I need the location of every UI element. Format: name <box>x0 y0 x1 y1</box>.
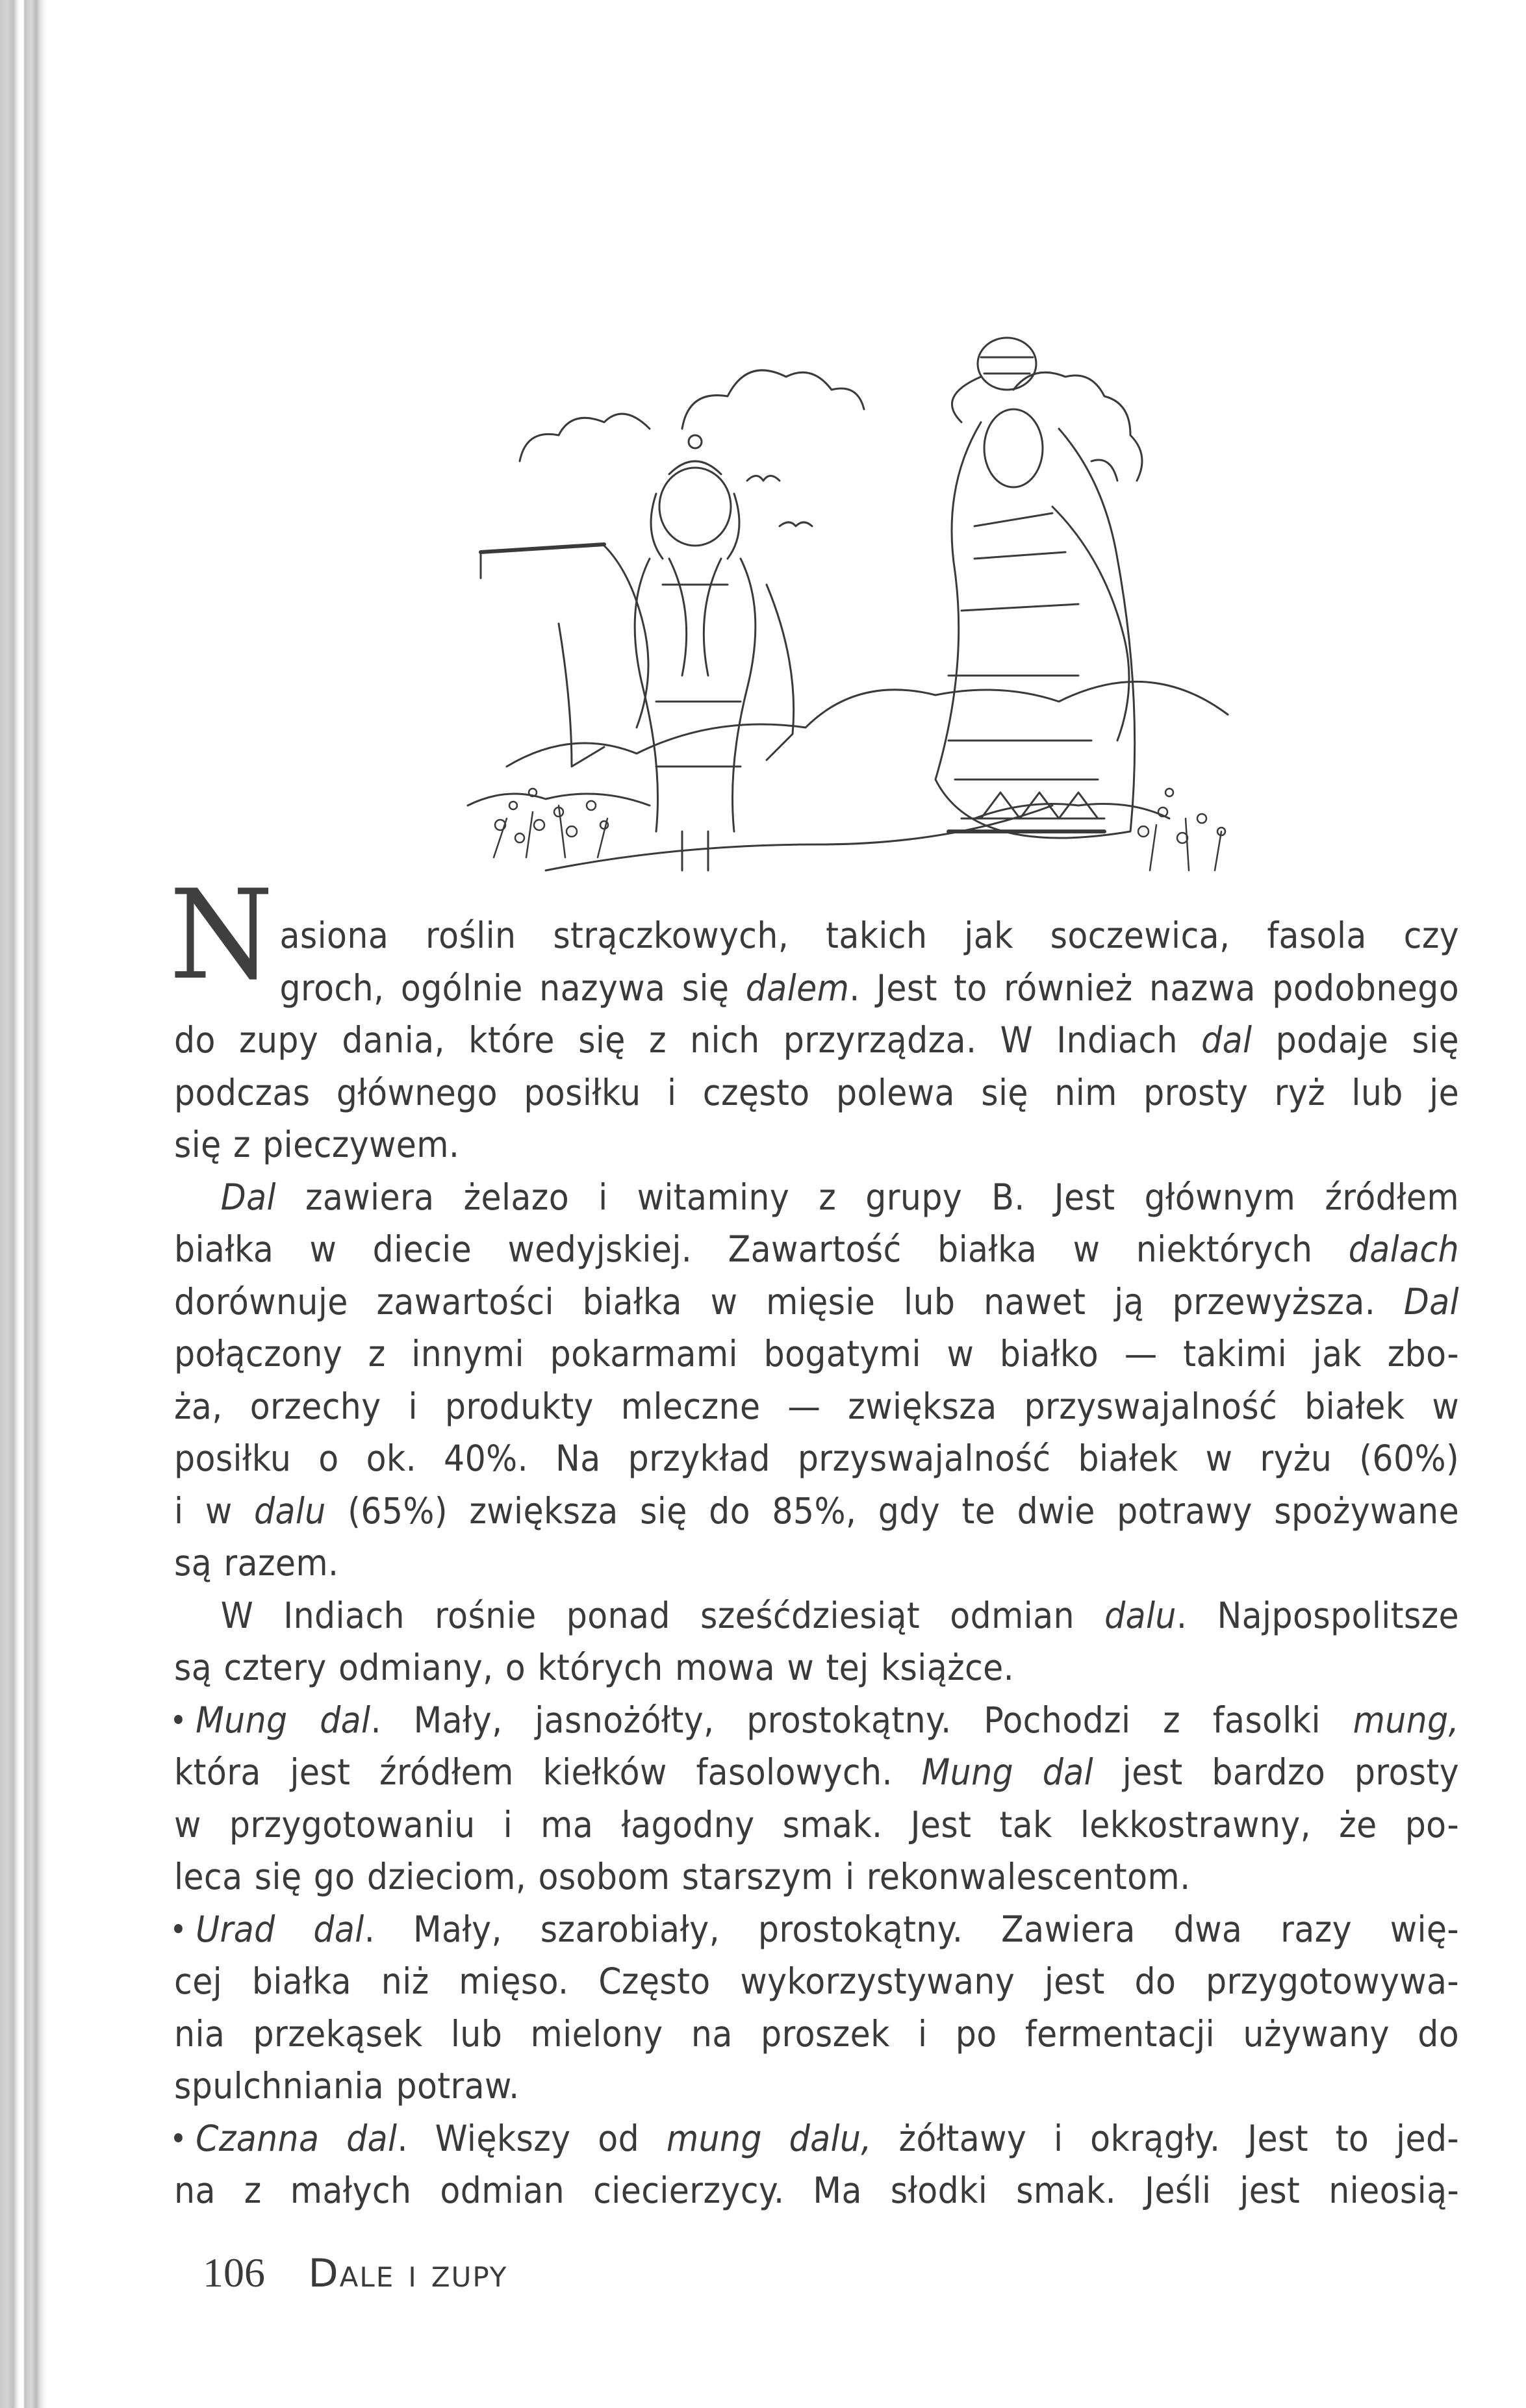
text-line: na z małych odmian ciecierzycy. Ma słodki smak. Jeśli jest nieosią- <box>174 2170 1460 2211</box>
paragraph-intro <box>169 863 1460 1171</box>
text-line: asiona roślin strączkowych, takich jak soczewica, fasola czy <box>279 915 1460 956</box>
paragraph-nutrition <box>174 1171 1459 1590</box>
list-item-urad-dal <box>174 1903 1459 2112</box>
text-line: posiłku o ok. 40%. Na przykład przyswajalność białek w ryżu (60%) <box>174 1438 1460 1479</box>
bullet-icon <box>174 2133 183 2142</box>
text-line: są razem. <box>174 1542 339 1584</box>
bullet-icon <box>174 1924 183 1933</box>
text-line: Dal zawiera żelazo i witaminy z grupy B. Jest głównym źródłem <box>220 1176 1460 1218</box>
text-line: są cztery odmiany, o których mowa w tej książce. <box>174 1647 1015 1688</box>
text-line: groch, ogólnie nazywa się dalem. Jest to również nazwa podobnego <box>279 967 1460 1009</box>
text-line: podczas głównego posiłku i często polewa się nim prosty ryż lub je <box>174 1071 1460 1113</box>
text-line: Mung dal. Mały, jasnożółty, prostokątny. Pochodzi z fasolki mung, <box>174 1694 1459 1747</box>
text-line: która jest źródłem kiełków fasolowych. Mung dal jest bardzo prosty <box>174 1751 1460 1793</box>
text-line: W Indiach rośnie ponad sześćdziesiąt odmian dalu. Najpospolitsze <box>220 1594 1460 1636</box>
book-gutter-shadow <box>0 0 47 2408</box>
page-number: 106 <box>203 2250 265 2296</box>
text-line: i w dalu (65%) zwiększa się do 85%, gdy te dwie potrawy spożywane <box>174 1489 1460 1532</box>
running-footer <box>203 2249 507 2297</box>
text-line: połączony z innymi pokarmami bogatymi w białko — takimi jak zbo- <box>174 1333 1460 1375</box>
text-line: nia przekąsek lub mielony na proszek i po fermentacji używany do <box>174 2012 1460 2055</box>
list-item-czanna-dal <box>174 2112 1459 2217</box>
text-line: spulchniania potraw. <box>174 2065 520 2107</box>
bullet-icon <box>174 1715 183 1724</box>
illustration-krishna-radha-icon <box>442 312 1247 883</box>
list-item-mung-dal <box>174 1694 1459 1903</box>
text-line: ża, orzechy i produkty mleczne — zwiększa przyswajalność białek w <box>174 1385 1460 1427</box>
body-text <box>169 863 1460 2217</box>
text-line: do zupy dania, które się z nich przyrządza. W Indiach dal podaje się <box>174 1019 1460 1061</box>
text-line: Czanna dal. Większy od mung dalu, żółtawy i okrągły. Jest to jed- <box>174 2112 1459 2165</box>
text-line: białka w diecie wedyjskiej. Zawartość białka w niektórych dalach <box>174 1228 1460 1270</box>
text-line: w przygotowaniu i ma łagodny smak. Jest tak lekkostrawny, że po- <box>174 1803 1460 1845</box>
text-line: cej białka niż mięso. Często wykorzystywany jest do przygotowywa- <box>174 1960 1460 2002</box>
text-line: Urad dal. Mały, szarobiały, prostokątny. Zawiera dwa razy wię- <box>174 1903 1459 1956</box>
paragraph-varieties <box>174 1590 1459 1694</box>
text-line: leca się go dzieciom, osobom starszym i rekonwalescentom. <box>174 1856 1191 1897</box>
running-title: Dale i zupy <box>308 2251 508 2296</box>
text-line: się z pieczywem. <box>174 1124 460 1165</box>
drop-cap: N <box>169 863 274 1007</box>
text-line: dorównuje zawartości białka w mięsie lub nawet ją przewyższa. Dal <box>174 1280 1460 1323</box>
